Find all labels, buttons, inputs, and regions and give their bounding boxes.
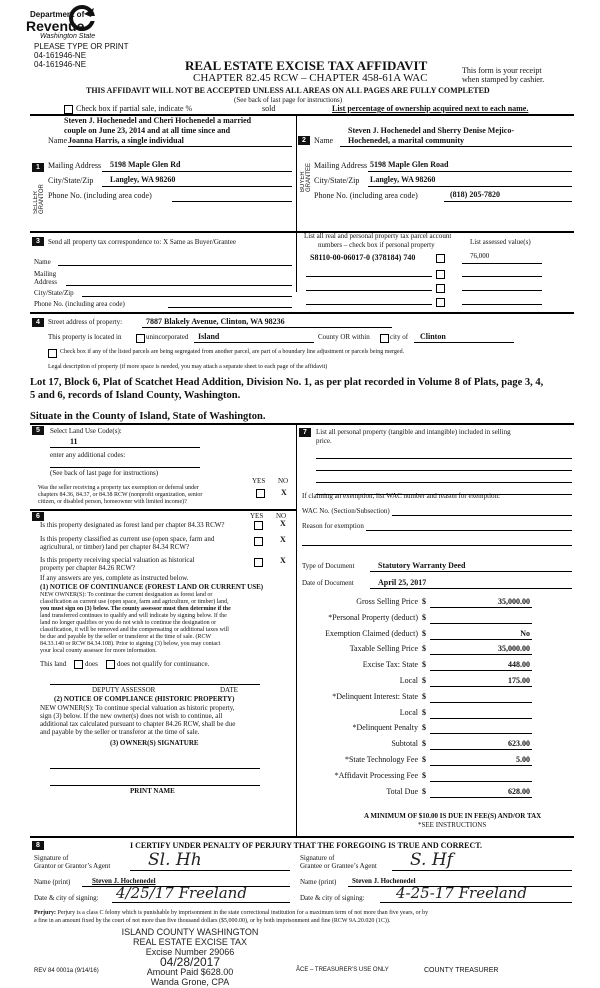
owner-signature-line xyxy=(50,768,260,769)
fin-row-underline xyxy=(430,654,532,655)
fin-row-currency: $ xyxy=(422,739,426,748)
perjury-bold: Perjury: xyxy=(34,910,56,916)
exemption-no-answer[interactable]: X xyxy=(281,488,287,497)
perjury-note-line-1 xyxy=(34,910,428,916)
buyer-phone[interactable]: (818) 205-7820 xyxy=(450,190,500,199)
fin-row-underline xyxy=(430,639,532,640)
fin-row-currency: $ xyxy=(422,771,426,780)
notice-compliance-line-4: and payable by the seller or transferor at the time of sale. xyxy=(40,728,200,736)
receipt-note-1: This form is your receipt xyxy=(462,66,542,75)
doc-type-label: Type of Document xyxy=(302,562,355,570)
parcel-personal-checkbox-1[interactable] xyxy=(436,254,445,263)
section-1-number: 1 xyxy=(32,163,44,172)
fin-row-label: Local xyxy=(399,676,418,685)
s5-no-header: NO xyxy=(278,477,289,485)
doc-type-line xyxy=(370,571,572,572)
grantor-name-print-label: Name (print) xyxy=(34,878,71,886)
exemption-question-2: chapters 84.36, 84.37, or 84.38 RCW (nonprofit organization, senior xyxy=(38,492,203,498)
parcel-personal-checkbox-2[interactable] xyxy=(436,270,445,279)
county-value[interactable]: Island xyxy=(198,332,220,341)
notice-compliance-line-3: additional tax calculated pursuant to chapter 84.26 RCW, shall be due xyxy=(40,720,236,728)
grantor-signature-line xyxy=(130,870,290,871)
stamp-line-4: 04/28/2017 xyxy=(159,955,221,969)
grantor-date-city[interactable]: 4/25/17 Freeland xyxy=(116,884,247,902)
historic-no-answer[interactable]: X xyxy=(280,556,286,565)
parcel-line-2 xyxy=(306,276,432,277)
assessed-value[interactable]: 76,000 xyxy=(470,252,490,260)
send-name-label: Name xyxy=(34,258,51,266)
fin-row-currency: $ xyxy=(422,755,426,764)
assessed-underline-1 xyxy=(462,263,542,264)
grantee-signature-line xyxy=(392,870,572,871)
land-use-see-back: (See back of last page for instructions) xyxy=(50,469,159,477)
buyer-phone-underline xyxy=(444,201,572,202)
owner-signature-label: (3) OWNER(S) SIGNATURE xyxy=(110,739,199,747)
exemption-reason-line-1 xyxy=(366,530,572,531)
seller-city[interactable]: Langley, WA 98260 xyxy=(110,175,176,184)
segregated-label: Check box if any of the listed parcels are being segregated from another parcel, are part of a boundary line adjustment or parcels being merged. xyxy=(60,349,405,355)
legal-description-line1: Lot 17, Block 6, Plat of Scatchet Head Addition, Division No. 1, as per plat recorded in Volume 8 of Plats, page 3, 4, xyxy=(30,377,544,388)
fin-row-value[interactable]: 628.00 xyxy=(508,787,530,796)
seller-side-label: SELLER GRANTOR xyxy=(33,184,45,214)
parcel-header-1: List all real and personal property tax parcel account xyxy=(304,232,452,240)
buyer-address[interactable]: 5198 Maple Glen Road xyxy=(370,160,449,169)
s6-yes-header: YES xyxy=(250,512,264,520)
buyer-name-line1: Steven J. Hochenedel and Sherry Denise Mejico- xyxy=(348,126,514,135)
stamp-line-2: REAL ESTATE EXCISE TAX xyxy=(132,937,248,947)
buyer-address-label: Mailing Address xyxy=(314,161,368,170)
fin-row-underline xyxy=(430,702,532,703)
send-phone-label: Phone No. (including area code) xyxy=(34,300,125,308)
fin-row-currency: $ xyxy=(422,644,426,653)
fin-row-label: Total Due xyxy=(386,787,418,796)
seller-phone-label: Phone No. (including area code) xyxy=(48,191,152,200)
section-7-number: 7 xyxy=(299,428,311,437)
legal-description-line3: Situate in the County of Island, State of Washington. xyxy=(30,411,266,422)
notice-continuance-line-7: be due and payable by the seller or transferor at the time of sale. (RCW xyxy=(40,634,212,640)
this-land-label: This land xyxy=(40,660,67,668)
grantee-sig-label-2: Grantee or Grantee’s Agent xyxy=(300,862,377,870)
historic-question-2: property per chapter 84.26 RCW? xyxy=(40,564,136,572)
assessed-underline-2 xyxy=(462,276,542,277)
seller-name-label: Name xyxy=(48,136,68,145)
parcel-personal-checkbox-4[interactable] xyxy=(436,298,445,307)
see-back-note: (See back of last page for instructions) xyxy=(234,96,343,104)
parcel-line-4 xyxy=(306,304,432,305)
notice-compliance-line-2: sign (3) below. If the new owner(s) does not wish to continue, all xyxy=(40,712,223,720)
partial-sale-label: Check box if partial sale, indicate % xyxy=(76,104,193,113)
doc-date-line xyxy=(370,588,572,589)
grantor-date-city-label: Date & city of signing: xyxy=(34,894,99,902)
fin-row-underline xyxy=(430,733,532,734)
exemption-yes-checkbox[interactable] xyxy=(256,489,265,498)
buyer-side-label: BUYER GRANTEE xyxy=(300,162,312,192)
section-8-rule xyxy=(30,836,574,838)
section-3-divider xyxy=(296,232,297,292)
fin-row-currency: $ xyxy=(422,613,426,622)
section-4-rule xyxy=(30,312,574,314)
buyer-city[interactable]: Langley, WA 98260 xyxy=(370,175,436,184)
receipt-note-2: when stamped by cashier. xyxy=(462,75,545,84)
seller-name-line2: couple on June 23, 2014 and at all time since and xyxy=(64,126,231,135)
warning-text: THIS AFFIDAVIT WILL NOT BE ACCEPTED UNLESS ALL AREAS ON ALL PAGES ARE FULLY COMPLETED xyxy=(86,86,490,95)
does-not-checkbox[interactable] xyxy=(106,660,115,669)
section-3-number: 3 xyxy=(32,237,44,246)
personal-property-line-2 xyxy=(316,470,572,471)
unincorporated-label: unincorporated xyxy=(146,333,189,341)
grantee-signature[interactable]: S. Hf xyxy=(410,850,453,870)
notice-continuance-line-4: land transferred continues to qualify and will indicate by signing below. If the xyxy=(40,613,227,619)
deputy-assessor-label: DEPUTY ASSESSOR xyxy=(92,686,156,694)
assessed-header: List assessed value(s) xyxy=(470,238,531,246)
notice-continuance-line-1: NEW OWNER(S): To continue the current designation as forest land or xyxy=(40,592,213,598)
land-use-label: Select Land Use Code(s): xyxy=(50,427,122,435)
fin-row-currency: $ xyxy=(422,787,426,796)
forest-yes-checkbox[interactable] xyxy=(254,521,263,530)
grantee-date-city[interactable]: 4-25-17 Freeland xyxy=(396,884,527,902)
assessor-signature-line xyxy=(50,684,260,685)
section-8-number: 8 xyxy=(32,841,44,850)
fin-row-label: *State Technology Fee xyxy=(344,755,418,764)
fin-row-underline xyxy=(430,797,532,798)
fin-row-label: Taxable Selling Price xyxy=(349,644,418,653)
located-label: This property is located in xyxy=(48,333,122,341)
notice-compliance-title: (2) NOTICE OF COMPLIANCE (HISTORIC PROPERTY) xyxy=(54,695,235,703)
send-city-underline xyxy=(82,296,292,297)
send-phone-underline xyxy=(168,307,292,308)
historic-question-1: Is this property receiving special valuation as historical xyxy=(40,556,195,564)
fin-row-label: Local xyxy=(399,708,418,717)
fin-row-currency: $ xyxy=(422,597,426,606)
grantor-date-line xyxy=(112,902,290,903)
fin-row-value[interactable]: 35,000.00 xyxy=(498,644,530,653)
partial-sale-checkbox[interactable] xyxy=(64,105,73,114)
land-use-code[interactable]: 11 xyxy=(70,437,78,446)
print-name-label: PRINT NAME xyxy=(130,787,175,795)
buyer-city-underline xyxy=(368,186,572,187)
personal-property-label-1: List all personal property (tangible and intangible) included in selling xyxy=(316,428,511,436)
perjury-text-1: Perjury is a class C felony which is punishable by imprisonment in the state correctional institution for a maximum term of not more than five years, or by xyxy=(56,910,429,916)
fin-row-label: *Affidavit Processing Fee xyxy=(334,771,418,780)
notice-continuance-line-6: classification, it will be removed and the compensating or additional taxes will xyxy=(40,627,229,633)
grantor-print-name[interactable]: Steven J. Hochenedel xyxy=(92,877,156,885)
section-2-number: 2 xyxy=(298,136,310,145)
fin-row-underline xyxy=(430,623,532,624)
grantor-signature[interactable]: Sl. Hh xyxy=(148,850,202,870)
city-of-checkbox[interactable] xyxy=(380,334,389,343)
section-3-rule xyxy=(30,231,574,233)
s5-yes-header: YES xyxy=(252,477,266,485)
grantee-name-print-label: Name (print) xyxy=(300,878,337,886)
assessed-underline-3 xyxy=(462,290,542,291)
seller-phone-underline xyxy=(172,201,292,202)
personal-property-line-1 xyxy=(316,458,572,459)
fin-row-underline xyxy=(430,686,532,687)
fin-row-label: Gross Selling Price xyxy=(356,597,418,606)
county-treasurer-label: COUNTY TREASURER xyxy=(424,967,499,974)
fin-row-value[interactable]: No xyxy=(520,629,530,638)
fin-row-label: *Delinquent Interest: State xyxy=(332,692,418,701)
fin-row-currency: $ xyxy=(422,692,426,701)
grantor-sig-label-1: Signature of xyxy=(34,854,69,862)
dept-line3: Washington State xyxy=(40,33,96,40)
send-correspondence-label: Send all property tax correspondence to: X Same as Buyer/Grantee xyxy=(48,238,236,246)
segregated-checkbox[interactable] xyxy=(48,349,57,358)
grantor-sig-label-2: Grantor or Grantor’s Agent xyxy=(34,862,111,870)
fin-row-value[interactable]: 5.00 xyxy=(516,755,530,764)
treasurer-use-only: ÂCE – TREASURER’S USE ONLY xyxy=(296,967,389,973)
buyer-phone-label: Phone No. (including area code) xyxy=(314,191,418,200)
fin-row-label: Exemption Claimed (deduct) xyxy=(325,629,418,638)
fin-row-value[interactable]: 623.00 xyxy=(508,739,530,748)
notice-compliance-line-1: NEW OWNER(S): To continue special valuation as historic property, xyxy=(40,704,235,712)
property-street-address[interactable]: 7887 Blakely Avenue, Clinton, WA 98236 xyxy=(146,317,285,326)
notice-continuance-line-5: land no longer qualifies or you do not wish to continue the designation or xyxy=(40,620,217,626)
parcel-line-3 xyxy=(306,290,432,291)
fin-row-value[interactable]: 35,000.00 xyxy=(498,597,530,606)
forest-no-answer[interactable]: X xyxy=(280,519,286,528)
fin-row-value[interactable]: 175.00 xyxy=(508,676,530,685)
reference-number-2: 04-161946-NE xyxy=(34,60,87,69)
additional-codes-underline xyxy=(50,467,200,468)
seller-city-label: City/State/Zip xyxy=(48,176,94,185)
fin-row-label: Subtotal xyxy=(391,739,418,748)
stamp-line-6: Wanda Grone, CPA xyxy=(150,977,230,987)
notice-continuance-line-3: you must sign on (3) below. The county assessor must then determine if the xyxy=(40,606,231,612)
does-label: does xyxy=(85,660,98,668)
section-5-rule xyxy=(30,423,574,425)
wac-number-line xyxy=(392,515,572,516)
grantee-print-name[interactable]: Steven J. Hochenedel xyxy=(352,877,416,885)
stamp-line-3: Excise Number 29066 xyxy=(145,947,235,957)
ownership-note: List percentage of ownership acquired next to each name. xyxy=(332,104,529,113)
fin-row-value[interactable]: 448.00 xyxy=(508,660,530,669)
seller-address[interactable]: 5198 Maple Glen Rd xyxy=(110,160,181,169)
fin-row-label: *Delinquent Penalty xyxy=(352,723,418,732)
county-within-label: County OR within xyxy=(318,333,370,341)
forest-land-question: Is this property designated as forest land per chapter 84.33 RCW? xyxy=(40,521,225,529)
street-address-label: Street address of property: xyxy=(48,318,123,326)
send-mailing-label-1: Mailing xyxy=(34,270,57,278)
parcel-header-2: numbers – check box if personal property xyxy=(318,241,435,249)
send-city-label: City/State/Zip xyxy=(34,289,74,297)
s6-no-header: NO xyxy=(276,512,287,520)
parcel-number[interactable]: S8110-00-06017-0 (378184) 740 xyxy=(310,253,416,262)
buyer-address-underline xyxy=(368,171,572,172)
current-use-question-1: Is this property classified as current use (open space, farm and xyxy=(40,535,215,543)
stamp-line-1: ISLAND COUNTY WASHINGTON xyxy=(121,927,259,937)
exemption-question-3: citizen, or disabled person, homeowner with limited income)? xyxy=(38,499,187,505)
if-any-yes-note: If any answers are yes, complete as instructed below. xyxy=(40,574,189,582)
city-value[interactable]: Clinton xyxy=(420,332,446,341)
seller-name-line3: Joanna Harris, a single individual xyxy=(68,136,184,145)
seller-buyer-divider xyxy=(296,115,297,231)
notice-continuance-line-2: classification as current use (open space, farm and agriculture, or timber) land, xyxy=(40,599,229,605)
city-underline xyxy=(414,342,514,343)
form-revision: REV 84 0001a (9/14/16) xyxy=(34,968,99,974)
dept-line1: Department of xyxy=(30,10,85,19)
seller-address-underline xyxy=(102,171,292,172)
notice-continuance-line-8: 84.33.140 or RCW 84.34.108). Prior to signing (3) below, you may contact xyxy=(40,641,221,647)
send-mailing-label-2: Address xyxy=(34,278,57,286)
fin-row-label: Excise Tax: State xyxy=(362,660,418,669)
fin-row-underline xyxy=(430,749,532,750)
legal-description-label: Legal description of property (if more space is needed, you may attach a separate sheet to each page of the affidavit) xyxy=(48,364,328,370)
buyer-name-line2: Hochenedel, a marital community xyxy=(348,136,464,145)
send-name-underline xyxy=(58,265,292,266)
perjury-certification: I CERTIFY UNDER PENALTY OF PERJURY THAT THE FOREGOING IS TRUE AND CORRECT. xyxy=(130,841,483,850)
doc-date-label: Date of Document xyxy=(302,579,354,587)
fin-row-currency: $ xyxy=(422,629,426,638)
buyer-city-label: City/State/Zip xyxy=(314,176,360,185)
fin-row-underline xyxy=(430,670,532,671)
minimum-fee-note: A MINIMUM OF $10.00 IS DUE IN FEE(S) AND/OR TAX xyxy=(364,812,542,820)
seller-name-underline xyxy=(68,146,292,147)
exemption-reason-label: Reason for exemption xyxy=(302,522,364,530)
seller-address-label: Mailing Address xyxy=(48,161,102,170)
fin-row-currency: $ xyxy=(422,708,426,717)
land-use-underline xyxy=(50,447,200,448)
personal-property-label-2: price. xyxy=(316,437,332,445)
notice-continuance-title: (1) NOTICE OF CONTINUANCE (FOREST LAND OR CURRENT USE) xyxy=(40,583,264,591)
assessor-date-label: DATE xyxy=(220,686,238,694)
stamp-line-5: Amount Paid $628.00 xyxy=(146,967,234,977)
wac-number-label: WAC No. (Section/Subsection) xyxy=(302,507,390,515)
fin-row-underline xyxy=(430,765,532,766)
section-4-number: 4 xyxy=(32,318,44,327)
notice-continuance-line-9: your local county assessor for more information. xyxy=(40,648,157,654)
street-underline xyxy=(142,327,392,328)
seller-name-line1: Steven J. Hochenedel and Cheri Hochenedel a married xyxy=(64,116,252,125)
section-5-number: 5 xyxy=(32,426,44,435)
send-address-underline xyxy=(66,285,292,286)
section-6-number: 6 xyxy=(32,512,44,521)
exemption-question-1: Was the seller receiving a property tax exemption or deferral under xyxy=(38,485,199,491)
fin-row-underline xyxy=(430,607,532,608)
fin-row-underline xyxy=(430,718,532,719)
current-use-no-answer[interactable]: X xyxy=(280,535,286,544)
fin-row-currency: $ xyxy=(422,723,426,732)
seller-city-underline xyxy=(102,186,292,187)
assessed-underline-4 xyxy=(462,304,542,305)
perjury-text-2: a fine in an amount fixed by the court of not more than five thousand dollars ($5,000.00), or by both imprisonment and fine (RCW 9A.20.020 (1C)). xyxy=(34,918,391,924)
parcel-personal-checkbox-3[interactable] xyxy=(436,284,445,293)
doc-date-value[interactable]: April 25, 2017 xyxy=(378,578,427,587)
grantee-sig-label-1: Signature of xyxy=(300,854,335,862)
form-title: REAL ESTATE EXCISE TAX AFFIDAVIT xyxy=(185,58,428,73)
county-underline xyxy=(194,342,314,343)
fin-row-underline xyxy=(430,781,532,782)
sold-label: sold xyxy=(262,104,276,113)
dept-line2: Revenue xyxy=(26,18,85,34)
legal-description-line2: 5 and 6, records of Island County, Washington. xyxy=(30,390,241,401)
doc-type-value[interactable]: Statutory Warranty Deed xyxy=(378,561,466,570)
buyer-name-underline xyxy=(340,146,572,147)
city-of-label: city of xyxy=(390,333,409,341)
unincorporated-checkbox[interactable] xyxy=(136,334,145,343)
exemption-reason-line-2 xyxy=(302,545,572,546)
grantee-date-line xyxy=(380,902,572,903)
additional-codes-label: enter any additional codes: xyxy=(50,451,126,459)
see-instructions-note: *SEE INSTRUCTIONS xyxy=(418,821,487,829)
lower-column-divider xyxy=(296,424,297,836)
current-use-yes-checkbox[interactable] xyxy=(254,537,263,546)
exemption-claim-label: If claiming an exemption, list WAC number and reason for exemption: xyxy=(302,492,500,500)
form-subtitle: CHAPTER 82.45 RCW – CHAPTER 458-61A WAC xyxy=(193,72,428,84)
buyer-name-label: Name xyxy=(314,136,334,145)
fin-row-currency: $ xyxy=(422,676,426,685)
personal-property-line-3 xyxy=(316,482,572,483)
historic-yes-checkbox[interactable] xyxy=(254,558,263,567)
print-name-line xyxy=(50,785,260,786)
does-not-label: does not qualify for continuance. xyxy=(117,660,210,668)
reference-number-1: 04-161946-NE xyxy=(34,51,87,60)
grantee-date-city-label: Date & city of signing: xyxy=(300,894,365,902)
fin-row-label: *Personal Property (deduct) xyxy=(328,613,418,622)
section-6-rule xyxy=(30,509,296,511)
does-checkbox[interactable] xyxy=(74,660,83,669)
current-use-question-2: agricultural, or timber) land per chapter 84.34 RCW? xyxy=(40,543,190,551)
fin-row-currency: $ xyxy=(422,660,426,669)
please-type: PLEASE TYPE OR PRINT xyxy=(34,42,129,51)
